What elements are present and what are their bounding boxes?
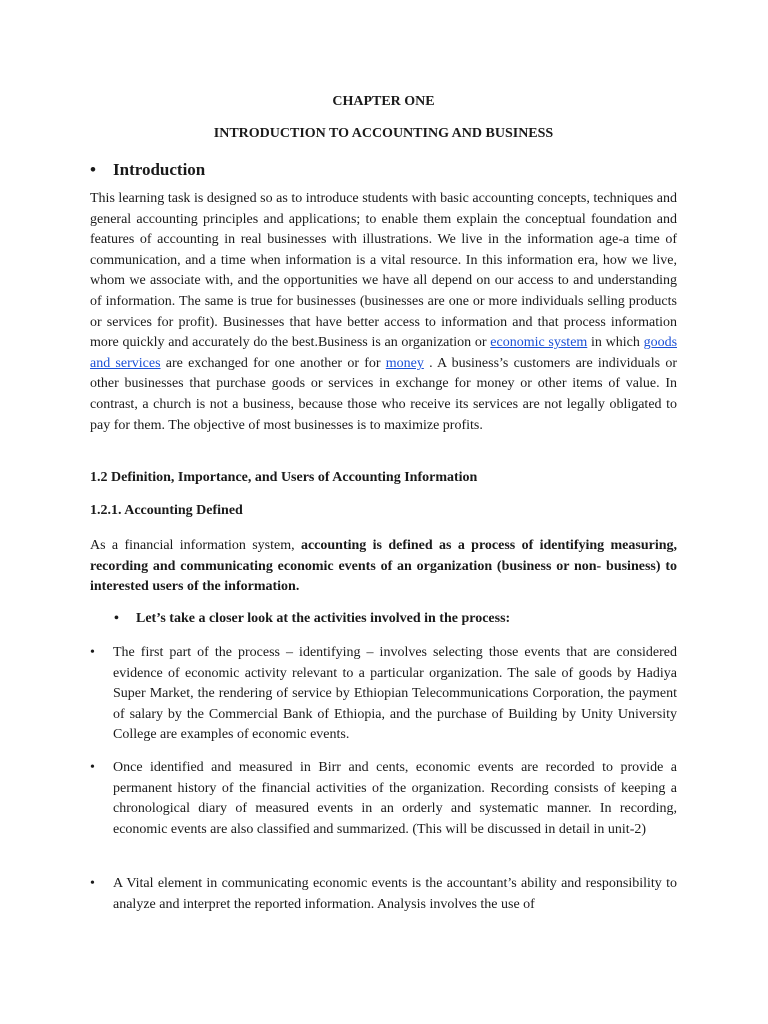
- bullet-icon: •: [90, 645, 95, 660]
- list-item-text: The first part of the process – identifying – involves selecting those events that are considered evidence of economic activity relevant to a particular organization. The sale of goods by Hadiya Super Market, the rendering of service by Ethiopian Telecommunications Corporation, the payment of salary by the Commercial Bank of Ethiopia, and the purchase of Building by Unity University College are examples of economic events.: [113, 645, 677, 743]
- bullet-icon: •: [90, 760, 95, 775]
- bullet-icon: •: [90, 160, 96, 179]
- definition-paragraph: [90, 536, 677, 598]
- bullet-icon: •: [114, 611, 119, 626]
- intro-text-1: This learning task is designed so as to introduce students with basic accounting concepts, techniques and general accounting principles and applications; to enable them explain the conceptual foundation and features of accounting in real businesses with illustrations. We live in the information age-a time of communication, and a time when information is a vital resource. In this information era, how we live, whom we associate with, and the opportunities we have all depend on our access to and understanding of information. The same is true for businesses (businesses are one or more individuals selling products or services for profit). Businesses that have better access to information and that process information more quickly and accurately do the best.Business is an organization or: [90, 191, 677, 351]
- link-economic-system[interactable]: economic system: [490, 335, 588, 351]
- intro-text-3: are exchanged for one another or for: [160, 355, 386, 371]
- link-goods-and-services[interactable]: goods and services: [90, 335, 678, 371]
- definition-bold: accounting is defined as a process of identifying measuring, recording and communicating economic events of an organization (business or non- business) to interested users of the information.: [90, 538, 677, 595]
- list-item: [90, 758, 677, 840]
- subsection-heading: 1.2.1. Accounting Defined: [90, 503, 243, 518]
- list-item: [90, 643, 677, 746]
- list-item-text: A Vital element in communicating economic events is the accountant’s ability and responsibility to analyze and interpret the reported information. Analysis involves the use of: [113, 876, 677, 912]
- intro-paragraph: [90, 189, 677, 436]
- chapter-title: INTRODUCTION TO ACCOUNTING AND BUSINESS: [213, 126, 554, 141]
- definition-lead: As a financial information system,: [90, 538, 301, 553]
- link-money[interactable]: money: [385, 355, 424, 371]
- intro-heading: [90, 160, 205, 180]
- chapter-label: CHAPTER ONE: [332, 94, 435, 109]
- intro-text-2: in which: [587, 335, 644, 351]
- closer-look-text: Let’s take a closer look at the activities involved in the process:: [136, 611, 511, 626]
- section-heading: 1.2 Definition, Importance, and Users of Accounting Information: [90, 470, 478, 485]
- intro-text-4: . A business’s customers are individuals or other businesses that purchase goods or services in exchange for money or other items of value. In contrast, a church is not a business, because those who receive its services are not legally obligated to pay for them. The objective of most businesses is to maximize profits.: [90, 355, 677, 433]
- list-item: [90, 874, 677, 915]
- bullet-icon: •: [90, 876, 95, 891]
- list-item-text: Once identified and measured in Birr and cents, economic events are recorded to provide a permanent history of the financial activities of the organization. Recording consists of keeping a chronological diary of measured events in an orderly and systematic manner. In recording, economic events are also classified and summarized. (This will be discussed in detail in unit-2): [113, 760, 677, 837]
- intro-heading-text: Introduction: [113, 160, 206, 179]
- closer-look-bullet: [114, 611, 510, 627]
